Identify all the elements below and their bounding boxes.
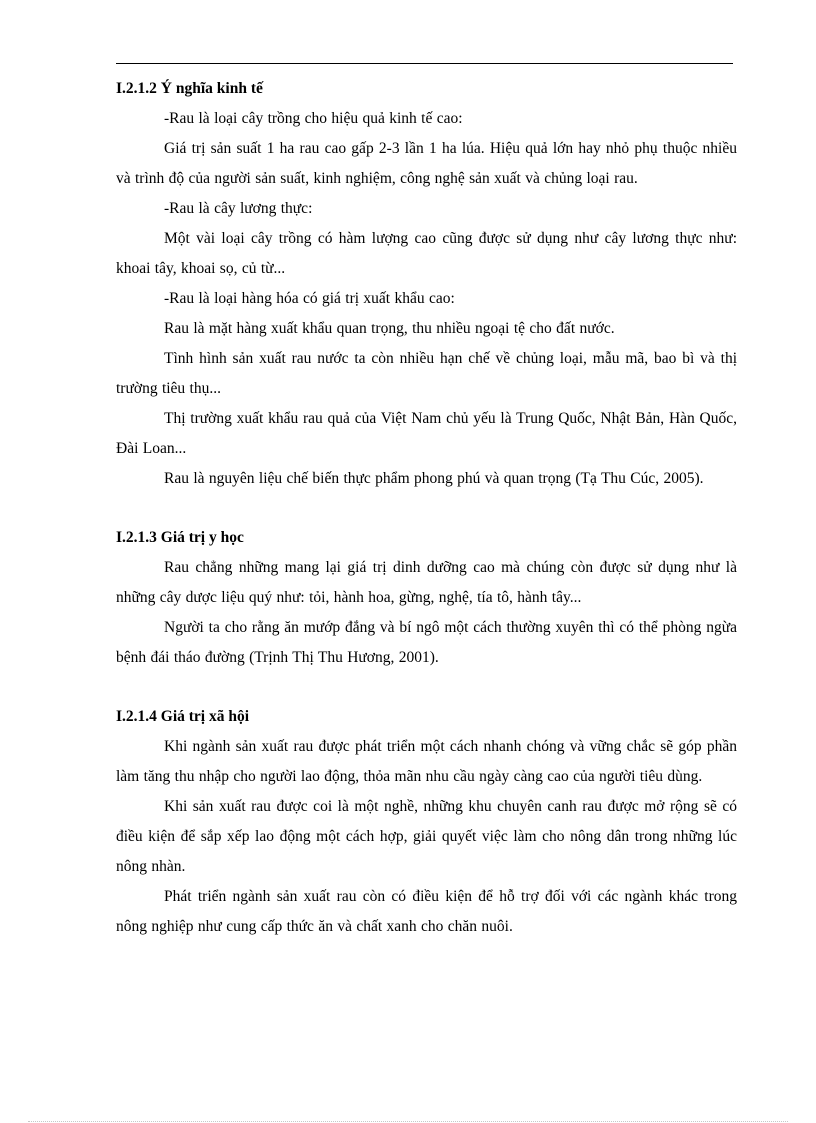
paragraph: Thị trường xuất khẩu rau quả của Việt Nam chủ yếu là Trung Quốc, Nhật Bản, Hàn Quốc, Đài Loan... xyxy=(116,410,737,457)
section-gap xyxy=(116,494,737,523)
section-heading: I.2.1.4 Giá trị xã hội xyxy=(116,708,250,725)
paragraph: Rau là mặt hàng xuất khẩu quan trọng, thu nhiều ngoại tệ cho đất nước. xyxy=(164,320,615,337)
paragraph: -Rau là cây lương thực: xyxy=(164,200,313,217)
section-economic-significance xyxy=(116,74,737,494)
paragraph: Rau là nguyên liệu chế biến thực phẩm phong phú và quan trọng (Tạ Thu Cúc, 2005). xyxy=(164,470,704,487)
paragraph: Một vài loại cây trồng có hàm lượng cao cũng được sử dụng như cây lương thực như: khoai tây, khoai sọ, củ từ... xyxy=(116,230,737,277)
paragraph: -Rau là loại cây trồng cho hiệu quả kinh tế cao: xyxy=(164,110,463,127)
section-medical-value xyxy=(116,523,737,673)
header-rule xyxy=(116,63,733,64)
paragraph: Người ta cho rằng ăn mướp đắng và bí ngô một cách thường xuyên thì có thể phòng ngừa bệnh đái tháo đường (Trịnh Thị Thu Hương, 2001). xyxy=(116,619,737,666)
section-heading: I.2.1.3 Giá trị y học xyxy=(116,529,244,546)
paragraph: Phát triển ngành sản xuất rau còn có điều kiện để hỗ trợ đối với các ngành khác trong nông nghiệp như cung cấp thức ăn và chất xanh cho chăn nuôi. xyxy=(116,888,737,935)
section-heading: I.2.1.2 Ý nghĩa kinh tế xyxy=(116,80,263,97)
section-social-value xyxy=(116,702,737,942)
paragraph: Rau chẳng những mang lại giá trị dinh dưỡng cao mà chúng còn được sử dụng như là những cây dược liệu quý như: tỏi, hành hoa, gừng, nghệ, tía tô, hành tây... xyxy=(116,559,737,606)
paragraph: -Rau là loại hàng hóa có giá trị xuất khẩu cao: xyxy=(164,290,455,307)
section-gap xyxy=(116,673,737,702)
paragraph: Tình hình sản xuất rau nước ta còn nhiều hạn chế về chủng loại, mẫu mã, bao bì và thị trường tiêu thụ... xyxy=(116,350,737,397)
document-body xyxy=(116,74,737,942)
paragraph: Khi sản xuất rau được coi là một nghề, những khu chuyên canh rau được mở rộng sẽ có điều kiện để sắp xếp lao động một cách hợp, giải quyết việc làm cho nông dân trong những lúc nông nhàn. xyxy=(116,798,737,875)
paragraph: Giá trị sản suất 1 ha rau cao gấp 2-3 lần 1 ha lúa. Hiệu quả lớn hay nhỏ phụ thuộc nhiều và trình độ của người sản suất, kinh nghiệm, công nghệ sản xuất và chủng loại rau. xyxy=(116,140,737,187)
paragraph: Khi ngành sản xuất rau được phát triển một cách nhanh chóng và vững chắc sẽ góp phần làm tăng thu nhập cho người lao động, thỏa mãn nhu cầu ngày càng cao của người tiêu dùng. xyxy=(116,738,737,785)
page-bottom-edge xyxy=(28,1121,788,1122)
